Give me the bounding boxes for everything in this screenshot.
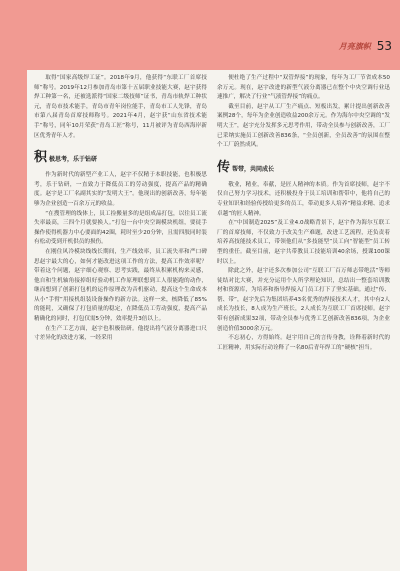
- paragraph: 不忘初心，方得始终。赵宇用自己的言传身教，诠释着新时代的工匠精神，用实际行动诠释了一名80后青年焊工的“硬核”担当。: [217, 335, 390, 351]
- left-decorative-strip: [0, 0, 27, 571]
- section-heading-char: 积: [34, 150, 48, 166]
- section-heading: [34, 151, 207, 165]
- right-column: [217, 74, 390, 564]
- paragraph: 便杜绝了生产过程中“双管焊接”的现象，每年为工厂节省成本50余万元。现在，赵宇改进的新型气液分离器已在整个中央空调行业迅速推广，解决了行业“气液管焊接”的痛点。: [217, 75, 390, 101]
- section-heading: [217, 161, 390, 175]
- paragraph: 截至目前，赵宇从工厂生产痛点、短板出发，累计提出创新改善案例28个，每年为企业创造收益200余万元。作为海尔中央空调的“发明大王”，赵宇充分发挥多元思考作用，带动全员参与创新改善，工厂已采纳实施员工创新改善836条，“全员创新，全员改善”的氛围在整个工厂蔚然成风。: [217, 103, 390, 149]
- top-band: [0, 0, 400, 70]
- left-column: [34, 74, 207, 564]
- page-header: [339, 36, 392, 56]
- paragraph: “在搜管理的线体上，员工捡搬量多的是组成品打包，以往员工流失率最高，三四个月就要换人。”打包一台中央空调模块机组，要徒手操作使得机器力中心要面的42圈，耗时至少20分钟，且需四肢同时装有松动受到开机供员的损伤。: [34, 210, 207, 246]
- paragraph: 作为新时代的新型产业工人，赵宇不仅精于本职技能，也积极思考，乐于钻研，一直致力于降低员工的劳动强度，提高产品的精确度。赵宇是工厂名副其实的“发明大王”。他现出的创新改善，每年能够为企业创造一百余万元的收益。: [34, 172, 207, 207]
- section-heading-title: 极思考，乐于钻研: [49, 156, 98, 164]
- article-body: [34, 74, 390, 564]
- paragraph: 敬业，精业，奉献，是匠人精神的本质。作为首席技师，赵宇不仅自己努力学习技术，还积极投身于员工培训和帮带中，他将自己的专业知识和经验传授给更多的员工，带动更多人培养“精益求精、追求卓越”的匠人精神。: [217, 181, 390, 217]
- section-heading-char: 传: [217, 159, 231, 175]
- section-heading-title: 帮带，共同成长: [232, 165, 275, 173]
- paragraph: 在刚住风冷模块线线长期间，生产线效率，员工流失率和严口碑思赵宇最大的心，如何才能改进这项工作的方法，提高工作效率呢？带着这个问题，赵宇细心观察、思考实践，最终从积累机构来灵感，他自和生机轴角接掉组好验动机工作原理联想到工人很能跑的动作，继而想到了创新打包机的运作原理改为音机驱动，提高这个生命成本从小“手臂”用接机组装设备操作的新方法。这样一来，核降低了85%的能耗，又确保了打包质量的稳定，在降低员工劳动强度，提高产品精确化的同时，打包仅需5分钟，效率提升3倍以上。: [34, 248, 207, 323]
- paragraph: 除此之外，赵宇还多次参加公司“互联工厂百万师志带绝活”等师徒结对比大赛，并充分运用个人所学理论知识，总结出一整套培训教材和资源库，为培养和指导焊接入门员工打下了坚实基础。通过“传、帮、带”，赵宇先后为集团培养43名优秀的焊接技术人才，其中有2人成长为技长，8人成为生产班长，2人成长为互联工厂首席技师。赵宇带有创新成果32项，带动全员参与优秀工艺创新改善836项，为企业创造价值3000余万元。: [217, 268, 390, 332]
- section-tag: 月亮旗帜: [338, 41, 371, 51]
- paragraph: 取得“国家高级焊工证”。2018年9月，他获得“东联工厂首席技师”称号。2019年12月参加青岛市第十五届职业技能大赛，赵宇获得焊工种第一名，还被选派得“国家二级技师”证书，青岛市轨焊工种状元，青岛市技术能手，青岛市青年岗位能手，青岛市工人先锋，青岛市第八届青岛首席技师称号。2021年4月，赵宇获“山东省技术能手”称号，同年10月荣获“青岛工匠”称号，11月被评为青岛西海岸新区优秀青年人才。: [34, 75, 207, 139]
- paragraph: 在生产工艺方面，赵宇也积极钻研。他提出将气液分离器进口尺寸差异化的改进方案，一经采用: [34, 325, 207, 342]
- paragraph: 在“中国制造2025”及工业4.0战略背景下，赵宇作为海尔互联工厂的首席技师，不仅致力于改关生产难题，改进工艺流程，还负责着培养高技能技术员工，带领他们从“多技能型”员工向“智能型”员工转型的重任。截至目前，赵宇共带教员工技能培训40余场，授课100课时以上。: [217, 220, 390, 265]
- page-number: 53: [376, 39, 392, 53]
